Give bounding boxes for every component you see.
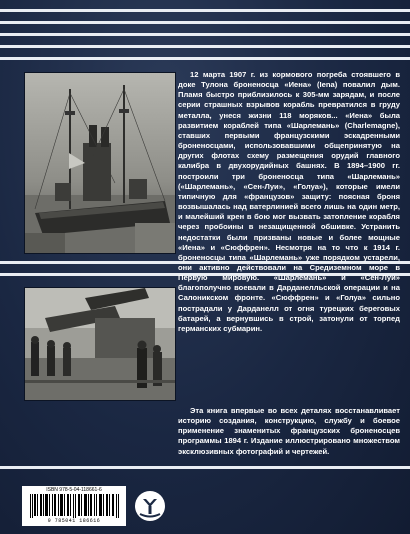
annotation-paragraph: 12 марта 1907 г. из кормового погреба стоявшего в доке Тулона броненосца «Иена» (Iena) повалил дым. Пламя быстро приблизилось к 305-мм зарядам, и после серии страшных взрывов корабль превратился в груду металла, унеся жизни 118 моряков... «Иена» была развитием кораблей типа «Шарлемань» (Charlemagne), ставших первыми французскими эскадренными броненосцами, использовавшими общепринятую на других флотах схему размещения орудий главного калибра в двухорудийных башнях. В 1894–1900 гг. построили три броненосца типа «Шарлемань» («Шарлемань», «Сен-Луи», «Голуа»), которые имели типичную для «французов» защиту: поясная броня возвышалась над ватерлинией всего лишь на один метр, и малейший крен в бою мог вызвать затопление корабля через пробоины в незащищенной обшивке. Устранить недостатки были призваны новые и более мощные «Иена» и «Сюффрен». Несмотря на то что к 1914 г. броненосцы типа «Шарлемань» уже порядком устарели, они активно действовали на Средиземном море в Первую мировую. «Шарлемань» и «Сен-Луи» благополучно воевали в Дарданелльской операции и на Салоникском фронте. «Сюффрен» и «Голуа» сильно пострадали у Дарданелл от огня турецких береговых батарей, а вернувшись в строй, затонули от торпед германских субмарин. bbox=[178, 70, 400, 333]
yauza-logo-icon bbox=[134, 490, 166, 522]
decorative-stripe bbox=[0, 33, 410, 36]
deck-crew-photo bbox=[24, 287, 176, 401]
decorative-stripe bbox=[0, 466, 410, 469]
decorative-stripe bbox=[0, 45, 410, 48]
cover-annotation bbox=[178, 70, 400, 334]
decorative-stripe bbox=[0, 9, 410, 12]
barcode-digits: 9 785041 186616 bbox=[47, 518, 101, 524]
decorative-stripe bbox=[0, 57, 410, 60]
decorative-stripe bbox=[0, 21, 410, 24]
book-description bbox=[178, 406, 400, 457]
battleship-photo bbox=[24, 72, 176, 254]
isbn-number: ISBN 978-5-04-118661-6 bbox=[46, 487, 102, 493]
isbn-barcode-block bbox=[22, 486, 126, 526]
description-paragraph: Эта книга впервые во всех деталях восстанавливает историю создания, конструкцию, службу и боевое применение знаменитых французских броненосцев программы 1894 г. Издание иллюстрировано множеством эксклюзивных фотографий и чертежей. bbox=[178, 406, 400, 456]
barcode-icon bbox=[30, 494, 120, 518]
